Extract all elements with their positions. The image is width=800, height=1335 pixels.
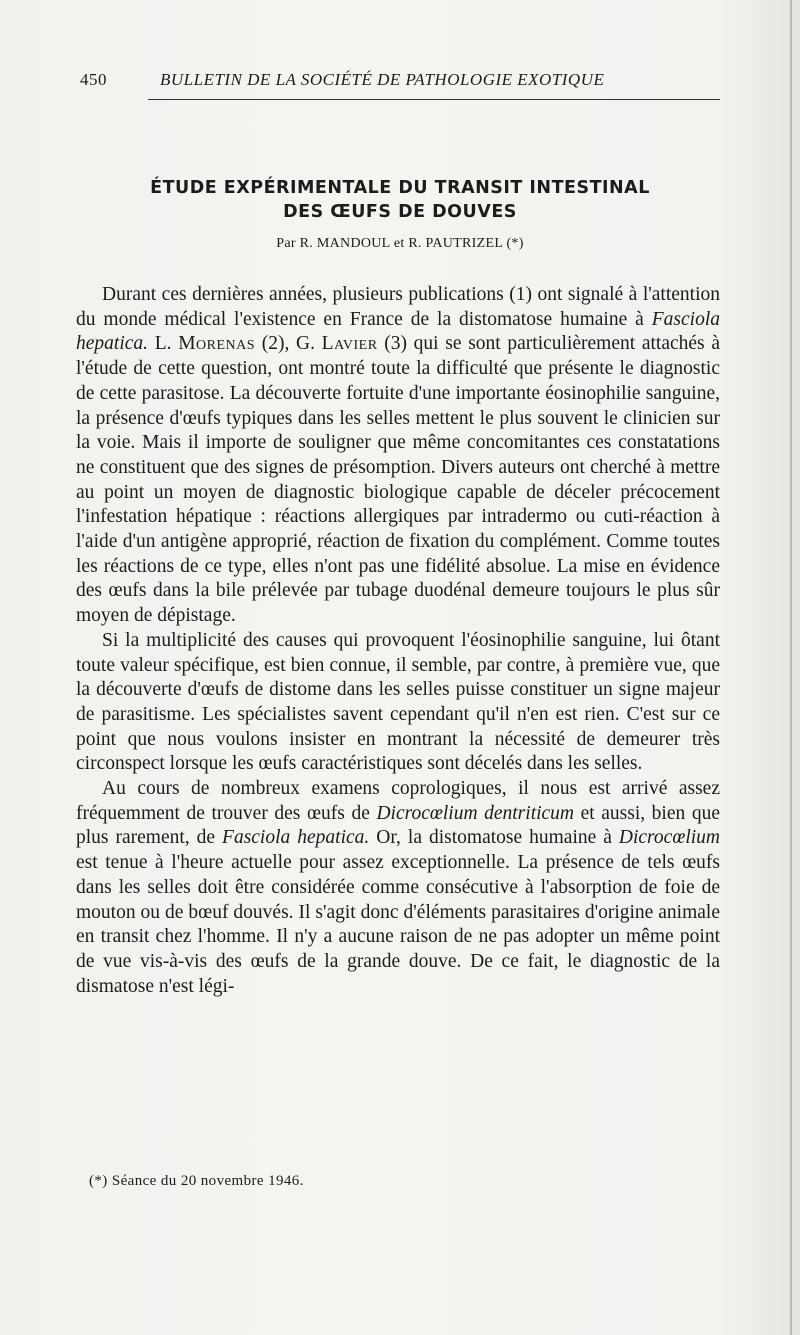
- paragraph-3: [76, 777, 720, 999]
- text-run: (2), G.: [255, 333, 322, 355]
- header-rule: [148, 99, 720, 100]
- author-name: Morenas: [178, 333, 256, 355]
- text-run: Durant ces dernières années, plusieurs publications (1) ont signalé à l'attention du monde médical l'existence en France de la distomatose humaine à: [76, 284, 720, 330]
- paragraph-2: Si la multiplicité des causes qui provoquent l'éosinophilie sanguine, lui ôtant toute valeur spécifique, est bien connue, il semble, par contre, à première vue, que la découverte d'œufs de distome dans les selles puisse constituer un signe majeur de parasitisme. Les spécialistes savent cependant qu'il n'en est rien. C'est sur ce point que nous voulons insister en montrant la nécessité de demeurer très circonspect lorsque les œufs caractéristiques sont décelés dans les selles.: [76, 629, 720, 775]
- footnote: (*) Séance du 20 novembre 1946.: [89, 1173, 304, 1189]
- text-run: est tenue à l'heure actuelle pour assez exceptionnelle. La présence de tels œufs dans les selles doit être considérée comme consécutive à l'absorption de foie de mouton ou de bœuf douvés. Il s'agit donc d'éléments parasitaires d'origine animale en transit chez l'homme. Il n'y a aucune raison de ne pas adopter un même point de vue vis-à-vis des œufs de la grande douve. De ce fait, le diagnostic de la dismatose n'est légi-: [76, 852, 720, 997]
- title-line-1: ÉTUDE EXPÉRIMENTALE DU TRANSIT INTESTINAL: [150, 178, 650, 198]
- running-header: [80, 70, 720, 94]
- text-run: (3) qui se sont particulièrement attachés à l'étude de cette question, ont montré toute la difficulté que présente le diagnostic de cette parasitose. La découverte fortuite d'une importante éosinophilie sanguine, la présence d'œufs typiques dans les selles mettent le plus souvent le clinicien sur la voie. Mais il importe de souligner que même concomitantes ces constatations ne constituent que des signes de présomption. Divers auteurs ont cherché à mettre au point un moyen de diagnostic biologique capable de déceler précocement l'infestation hépatique : réactions allergiques par intradermo ou cuti-réaction à l'aide d'un antigène approprié, réaction de fixation du complément. Comme toutes les réactions de ce type, elles n'ont pas une fidélité absolue. La mise en évidence des œufs dans la bile prélevée par tubage duodénal demeure toujours le plus sûr moyen de dépistage.: [76, 333, 720, 627]
- article-title: [80, 176, 720, 224]
- page-number: 450: [80, 70, 107, 89]
- article-authors: Par R. MANDOUL et R. PAUTRIZEL (*): [276, 236, 524, 251]
- text-run: Au cours de nombreux examens coprologiques, il nous est arrivé assez fréquemment de trouver des œufs de: [76, 778, 720, 824]
- page-edge: [790, 0, 792, 1335]
- species-name: Dicrocœlium dentriticum: [376, 802, 575, 824]
- journal-title: BULLETIN DE LA SOCIÉTÉ DE PATHOLOGIE EXOTIQUE: [160, 70, 605, 89]
- article-body: [76, 283, 720, 999]
- species-name: Fasciola hepatica.: [76, 308, 720, 355]
- text-run: L.: [148, 333, 179, 355]
- species-name: Dicrocœlium: [618, 827, 720, 849]
- species-name: Fasciola hepatica.: [222, 827, 370, 849]
- title-line-2: DES ŒUFS DE DOUVES: [283, 202, 517, 222]
- text-run: Or, la distomatose humaine à: [369, 827, 619, 849]
- paragraph-1: [76, 283, 720, 629]
- text-run: et aussi, bien que plus rarement, de: [76, 802, 720, 849]
- author-name: Lavier: [321, 333, 378, 355]
